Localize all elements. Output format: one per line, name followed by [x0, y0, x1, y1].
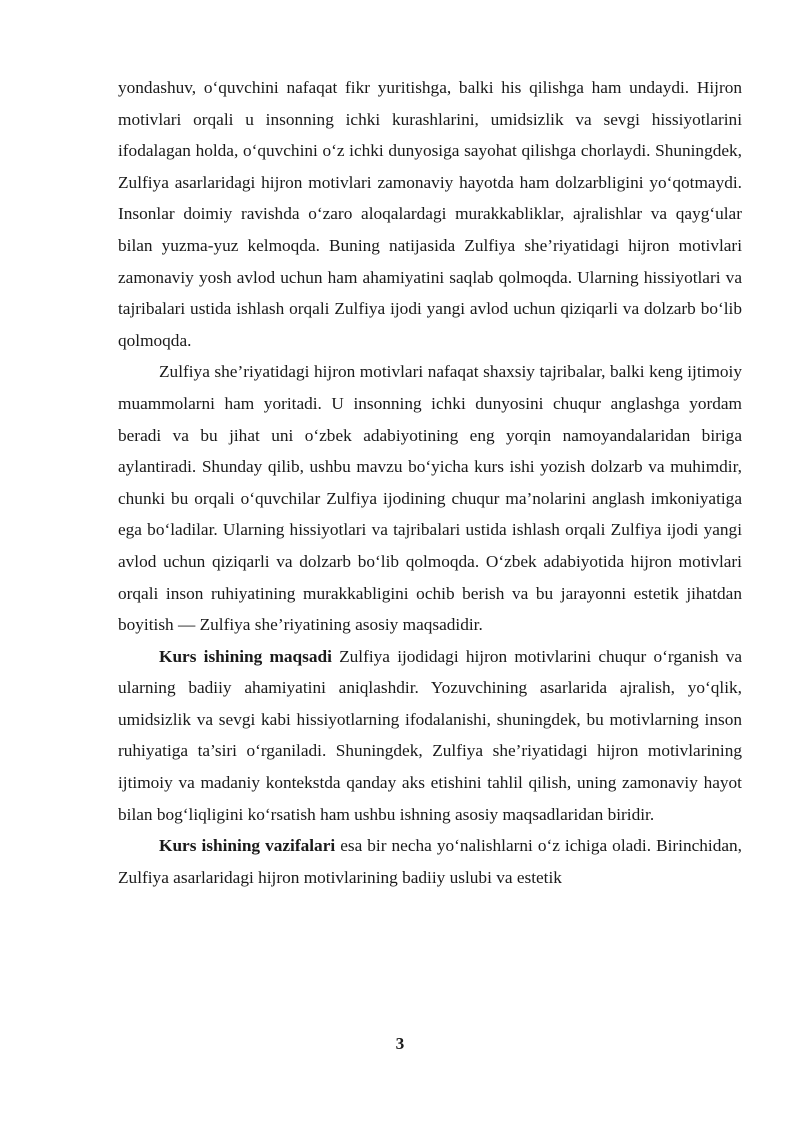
tasks-heading: Kurs ishining vazifalari — [159, 836, 336, 856]
paragraph-continuation: yondashuv, o‘quvchini nafaqat fikr yuritishga, balki his qilishga ham undaydi. Hijron motivlari orqali u insonning ichki kurashlarini, umidsizlik va sevgi hissiyotlarini ifodalagan holda, o‘quvchini o‘z ichki dunyosiga sayohat qilishga chorlaydi. Shuningdek, Zulfiya asarlaridagi hijron motivlari zamonaviy hayotda ham dolzarbligini yo‘qotmaydi. Insonlar doimiy ravishda o‘zaro aloqalardagi murakkabliklar, ajralishlar va qayg‘ular bilan yuzma-yuz kelmoqda. Buning natijasida Zulfiya she’riyatidagi hijron motivlari zamonaviy yosh avlod uchun ham ahamiyatini saqlab qolmoqda. Ularning hissiyotlari va tajribalari ustida ishlash orqali Zulfiya ijodi yangi avlod uchun qiziqarli va dolzarb bo‘lib qolmoqda. — [118, 78, 742, 350]
paragraph-tasks — [118, 830, 742, 893]
body-text — [118, 72, 742, 893]
paragraph-relevance: Zulfiya she’riyatidagi hijron motivlari nafaqat shaxsiy tajribalar, balki keng ijtimoiy muammolarni ham yoritadi. U insonning ichki dunyosini chuqur anglashga yordam beradi va bu jihat uni o‘zbek adabiyotining eng yorqin namoyandalaridan biriga aylantiradi. Shunday qilib, ushbu mavzu bo‘yicha kurs ishi yozish dolzarb va muhimdir, chunki bu orqali o‘quvchilar Zulfiya ijodining chuqur ma’nolarini anglash imkoniyatiga ega bo‘ladilar. Ularning hissiyotlari va tajribalari ustida ishlash orqali Zulfiya ijodi yangi avlod uchun qiziqarli va dolzarb bo‘lib qolmoqda. O‘zbek adabiyotida hijron motivlari orqali inson ruhiyatining murakkabligini ochib berish va bu jarayonni estetik jihatdan boyitish — Zulfiya she’riyatining asosiy maqsadidir. — [118, 362, 742, 635]
page-number: 3 — [395, 1034, 405, 1053]
goal-text: Zulfiya ijodidagi hijron motivlarini chuqur o‘rganish va ularning badiiy ahamiyatini aniqlashdir. Yozuvchining asarlarida ajralish, yo‘qlik, umidsizlik va sevgi kabi hissiyotlarning ifodalanishi, shuningdek, bu motivlarning inson ruhiyatiga ta’siri o‘rganiladi. Shuningdek, Zulfiya she’riyatidagi hijron motivlarining ijtimoiy va madaniy kontekstda qanday aks etishini tahlil qilish, uning zamonaviy hayot bilan bog‘liqligini ko‘rsatish ham ushbu ishning asosiy maqsadlaridan biridir. — [118, 646, 743, 824]
paragraph-goal — [118, 641, 742, 831]
goal-heading: Kurs ishining maqsadi — [159, 646, 332, 666]
tasks-text: esa bir necha yo‘nalishlarni o‘z ichiga oladi. Birinchidan, Zulfiya asarlaridagi hijron motivlarining badiiy uslubi va estetik — [118, 836, 742, 887]
